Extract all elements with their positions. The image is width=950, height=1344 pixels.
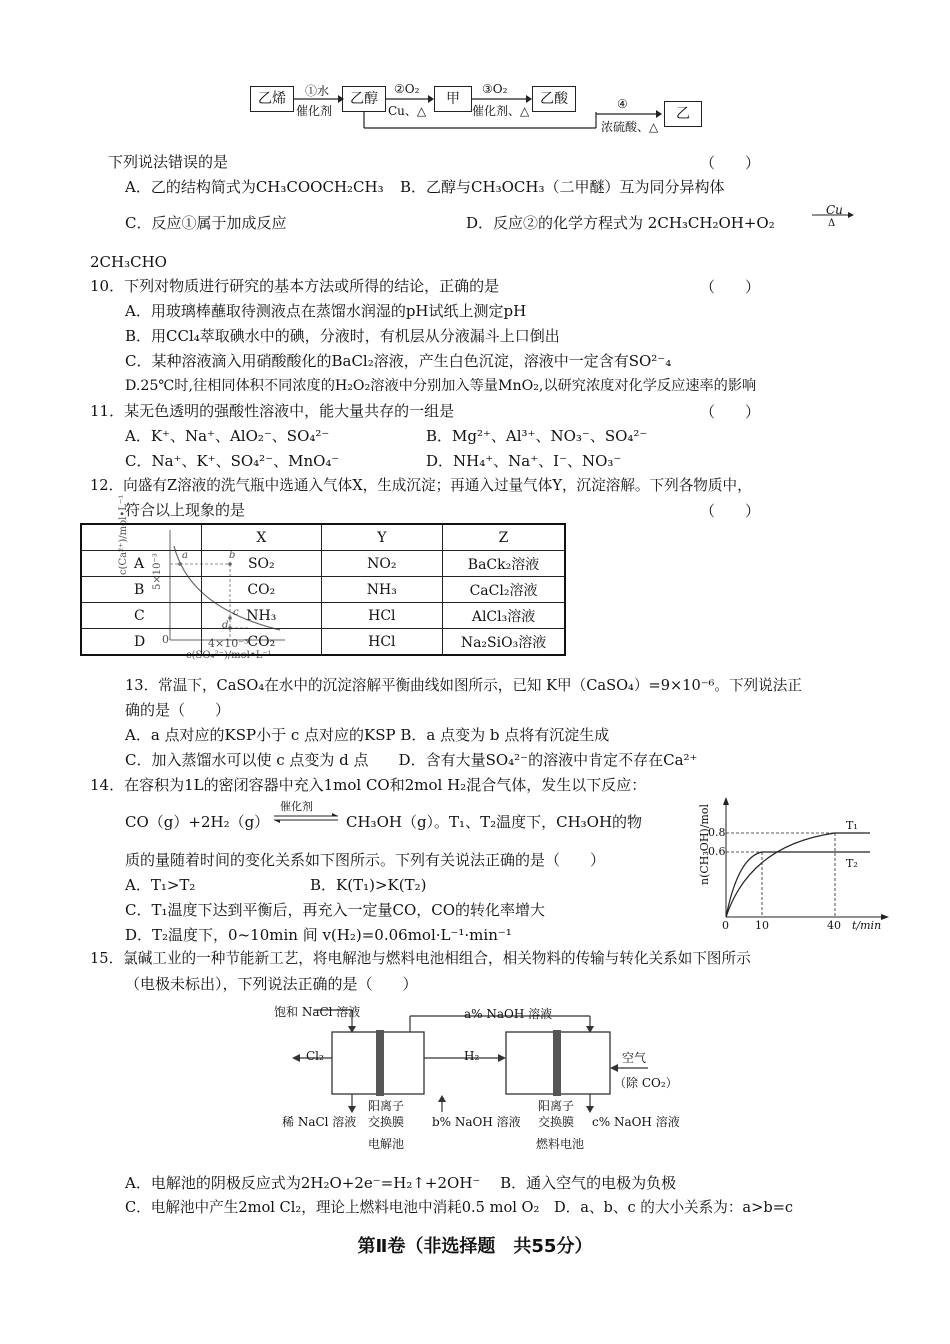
q14-graph-ytick-08: 0.8 <box>708 826 726 839</box>
q13-stem-1: 13．常温下，CaSO₄在水中的沉淀溶解平衡曲线如图所示，已知 K甲（CaSO₄）=9×10⁻⁶。下列说法正 <box>125 677 802 694</box>
flow-box-ethylene: 乙烯 <box>250 86 294 112</box>
table-cell: Na₂SiO₃溶液 <box>443 629 565 656</box>
q15-label-membrane1: 阳离子 <box>368 1099 405 1113</box>
q14-graph-xlabel: t/min <box>852 919 882 932</box>
q10-stem: 10．下列对物质进行研究的基本方法或所得的结论，正确的是 <box>90 277 500 295</box>
flow-step3-bottom: 催化剂、△ <box>472 104 530 118</box>
flow-step1-bottom: 催化剂 <box>296 104 333 118</box>
q14-eq-right: CH₃OH（g）。T₁、T₂温度下，CH₃OH的物 <box>346 813 643 831</box>
q9-stem: 下列说法错误的是 <box>108 153 229 171</box>
q15-stem-1: 15．氯碱工业的一种节能新工艺，将电解池与燃料电池相组合，相关物料的传输与转化关系如下图所示 <box>90 950 751 967</box>
flow-box-jia: 甲 <box>434 86 472 112</box>
q13-graph-ytick: 5×10⁻³ <box>152 553 163 590</box>
q15-stem-2: （电极未标出），下列说法正确的是（ ） <box>125 975 418 993</box>
table-header-cell: Y <box>321 524 442 551</box>
q9-paren: （ ） <box>700 154 761 172</box>
q14-option-a: A．T₁>T₂ <box>125 876 196 894</box>
q11-paren: （ ） <box>700 403 761 421</box>
q14-graph-ylabel: n(CH₃OH)/mol <box>698 804 711 885</box>
q13-graph-origin: 0 <box>162 633 169 646</box>
q14-stem-1: 14．在容积为1L的密闭容器中充入1mol CO和2mol H₂混合气体，发生以下反应： <box>90 776 647 794</box>
q13-stem-2: 确的是（ ） <box>125 701 231 719</box>
q13-graph-xtick: 4×10⁻³ <box>208 637 249 650</box>
q11-stem: 11．某无色透明的强酸性溶液中，能大量共存的一组是 <box>90 402 455 420</box>
q15-label-air: 空气 <box>622 1051 647 1065</box>
table-cell: C <box>81 603 202 629</box>
q10-paren: （ ） <box>700 278 761 296</box>
q15-options-ab: A．电解池的阴极反应式为2H₂O+2e⁻=H₂↑+2OH⁻ B．通入空气的电极为负极 <box>125 1174 677 1192</box>
q13-options-cd: C．加入蒸馏水可以使 c 点变为 d 点 D．含有大量SO₄²⁻的溶液中肯定不存在Ca²⁺ <box>125 751 698 769</box>
q15-label-cell2: 燃料电池 <box>536 1137 585 1151</box>
q15-label-b-naoh: b% NaOH 溶液 <box>432 1115 521 1129</box>
q14-eq-left: CO（g）+2H₂（g） <box>125 813 270 831</box>
q14-series-t1: T₁ <box>846 819 858 832</box>
q13-point-a: a <box>182 550 188 561</box>
table-cell: NO₂ <box>321 551 442 577</box>
q14-graph-xtick-10: 10 <box>755 919 769 932</box>
q15-label-air-note: （除 CO₂） <box>614 1076 678 1090</box>
q14-eq-catalyst: 催化剂 <box>280 800 313 813</box>
q14-series-t2: T₂ <box>846 857 858 870</box>
section-title: 第Ⅱ卷（非选择题 共55分） <box>357 1236 593 1257</box>
flow-step3-top: ③O₂ <box>482 82 508 96</box>
q13-graph-ylabel: c(Ca²⁺)/mol•L⁻¹ <box>118 494 129 575</box>
q13-options-ab: A．a 点对应的KSP小于 c 点对应的KSP B．a 点变为 b 点将有沉淀生成 <box>125 726 610 744</box>
q9-option-b: B．乙醇与CH₃OCH₃（二甲醚）互为同分异构体 <box>400 178 725 196</box>
table-header-cell: X <box>202 524 322 551</box>
q14-option-d: D．T₂温度下，0~10min 间 v(H₂)=0.06mol·L⁻¹·min⁻¹ <box>125 926 512 944</box>
table-cell: NH₃ <box>202 603 322 629</box>
flow-box-yi: 乙 <box>664 101 702 127</box>
q9-arrow-delta: Δ <box>828 218 836 229</box>
q15-label-a-naoh: a% NaOH 溶液 <box>464 1007 553 1021</box>
q12-stem-1: 12．向盛有Z溶液的洗气瓶中选通入气体X，生成沉淀；再通入过量气体Y，沉淀溶解。下列各物质中， <box>90 477 752 494</box>
table-cell: HCl <box>321 629 442 656</box>
q14-graph <box>690 795 890 935</box>
flow-step4-bottom: 浓硫酸、△ <box>601 120 659 134</box>
table-cell: BaCk₂溶液 <box>443 551 565 577</box>
flow-step4-top: ④ <box>617 97 628 111</box>
table-cell: SO₂ <box>202 551 322 577</box>
table-cell: NH₃ <box>321 577 442 603</box>
q11-option-c: C．Na⁺、K⁺、SO₄²⁻、MnO₄⁻ <box>125 452 340 470</box>
q10-option-b: B．用CCl₄萃取碘水中的碘，分液时，有机层从分液漏斗上口倒出 <box>125 327 560 345</box>
q9-option-a: A．乙的结构简式为CH₃COOCH₂CH₃ <box>125 178 384 196</box>
q14-option-b: B．K(T₁)>K(T₂) <box>310 876 427 894</box>
table-cell: D <box>81 629 202 656</box>
table-cell: CaCl₂溶液 <box>443 577 565 603</box>
q14-graph-xtick-0: 0 <box>722 919 729 932</box>
q14-stem-3: 质的量随着时间的变化关系如下图所示。下列有关说法正确的是（ ） <box>125 851 606 869</box>
q10-option-d: D.25℃时,往相同体积不同浓度的H₂O₂溶液中分别加入等量MnO₂,以研究浓度对化学反应速率的影响 <box>125 378 757 394</box>
q9-option-c: C．反应①属于加成反应 <box>125 214 287 232</box>
q15-label-c-naoh: c% NaOH 溶液 <box>592 1115 680 1129</box>
q13-graph-xlabel: c(SO₄²⁻)/mol•L⁻¹ <box>186 650 272 661</box>
q9-arrow-cu: Cu <box>826 203 843 217</box>
flow-step1-top: ①水 <box>305 84 330 98</box>
q10-option-a: A．用玻璃棒蘸取待测液点在蒸馏水润湿的pH试纸上测定pH <box>125 302 527 320</box>
table-cell: AlCl₃溶液 <box>443 603 565 629</box>
q15-label-h2: H₂ <box>464 1049 480 1063</box>
q15-label-cell1: 电解池 <box>368 1137 405 1151</box>
q14-eq-arrow <box>270 812 342 824</box>
q15-label-cl2: Cl₂ <box>306 1049 324 1063</box>
q11-option-d: D．NH₄⁺、Na⁺、I⁻、NO₃⁻ <box>426 452 622 470</box>
q14-option-c: C．T₁温度下达到平衡后，再充入一定量CO，CO的转化率增大 <box>125 901 546 919</box>
q11-option-a: A．K⁺、Na⁺、AlO₂⁻、SO₄²⁻ <box>125 427 330 445</box>
q15-label-membrane2b: 交换膜 <box>538 1115 575 1129</box>
q15-label-membrane1b: 交换膜 <box>368 1115 405 1129</box>
flow-box-acetic-acid: 乙酸 <box>532 86 576 112</box>
flow-step2-top: ②O₂ <box>394 82 420 96</box>
q14-graph-ytick-06: 0.6 <box>708 845 726 858</box>
q13-point-c: c <box>233 607 239 618</box>
q11-option-b: B．Mg²⁺、Al³⁺、NO₃⁻、SO₄²⁻ <box>426 427 648 445</box>
q15-label-dilute-nacl: 稀 NaCl 溶液 <box>282 1115 357 1129</box>
q15-label-membrane2: 阳离子 <box>538 1099 575 1113</box>
table-header-cell: Z <box>443 524 565 551</box>
table-cell: CO₂ <box>202 577 322 603</box>
q14-graph-xtick-40: 40 <box>827 919 841 932</box>
q13-point-d: d <box>222 620 229 631</box>
q15-label-nacl-in: 饱和 NaCl 溶液 <box>274 1005 361 1019</box>
q9-option-d-cont: 2CH₃CHO <box>90 253 167 271</box>
q12-paren: （ ） <box>700 502 761 520</box>
table-cell: HCl <box>321 603 442 629</box>
q10-option-c: C．某种溶液滴入用硝酸酸化的BaCl₂溶液，产生白色沉淀，溶液中一定含有SO²⁻₄ <box>125 352 672 370</box>
flow-step2-bottom: Cu、△ <box>388 104 427 118</box>
q13-point-b: b <box>229 550 236 561</box>
table-cell: B <box>81 577 202 603</box>
q9-option-d: D．反应②的化学方程式为 2CH₃CH₂OH+O₂ <box>466 214 775 232</box>
q12-stem-2: 符合以上现象的是 <box>125 501 246 519</box>
flow-box-ethanol: 乙醇 <box>342 86 386 112</box>
table-cell: A <box>81 551 202 577</box>
q15-options-cd: C．电解池中产生2mol Cl₂，理论上燃料电池中消耗0.5 mol O₂ D．a、b、c 的大小关系为：a>b=c <box>125 1199 794 1216</box>
table-cell: CO₂ <box>202 629 322 656</box>
